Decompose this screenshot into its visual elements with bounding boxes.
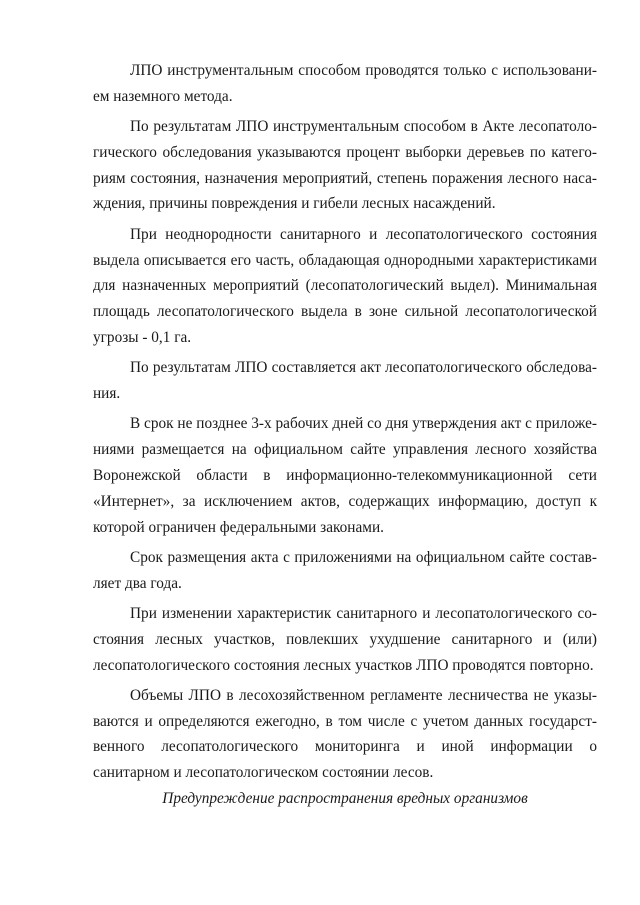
section-heading: Предупреждение распространения вредных организмов <box>162 790 528 807</box>
paragraph-2: По результатам ЛПО инструментальным способом в Акте лесопатологического обследования указываются процент выборки деревьев по категориям состояния, назначения мероприятий, степень поражения лесного насаждения, причины повреждения и гибели лесных насаждений. <box>93 118 597 213</box>
paragraph-6: Срок размещения акта с приложениями на официальном сайте составляет два года. <box>93 548 597 592</box>
paragraph-7: При изменении характеристик санитарного и лесопатологического состояния лесных участков, повлекших ухудшение санитарного и (или) лесопатологического состояния лесных участков ЛПО проводятся повторно. <box>93 604 597 674</box>
paragraph-4: По результатам ЛПО составляется акт лесопатологического обследования. <box>93 359 597 403</box>
paragraph-8: Объемы ЛПО в лесохозяйственном регламенте лесничества не указываются и определяются ежегодно, в том числе с учетом данных государственного лесопатологического мониторинга и иной информации о санитарном и лесопатологическом состоянии лесов. <box>93 686 597 782</box>
document-body <box>93 58 597 791</box>
paragraph-5: В срок не позднее 3-х рабочих дней со дня утверждения акт с приложениями размещается на официальном сайте управления лесного хозяйства Воронежской области в информационно-телекоммуникационной сети «Интернет», за исключением актов, содержащих информацию, доступ к которой ограничен федеральными законами. <box>93 415 597 536</box>
paragraph-1: ЛПО инструментальным способом проводятся только с использованием наземного метода. <box>93 62 597 105</box>
paragraph-3: При неоднородности санитарного и лесопатологического состояния выдела описывается его часть, обладающая однородными характеристиками для назначенных мероприятий (лесопатологический выдел). Минимальная площадь лесопатологического выдела в зоне сильной лесопатологической угрозы - 0,1 га. <box>93 225 597 346</box>
